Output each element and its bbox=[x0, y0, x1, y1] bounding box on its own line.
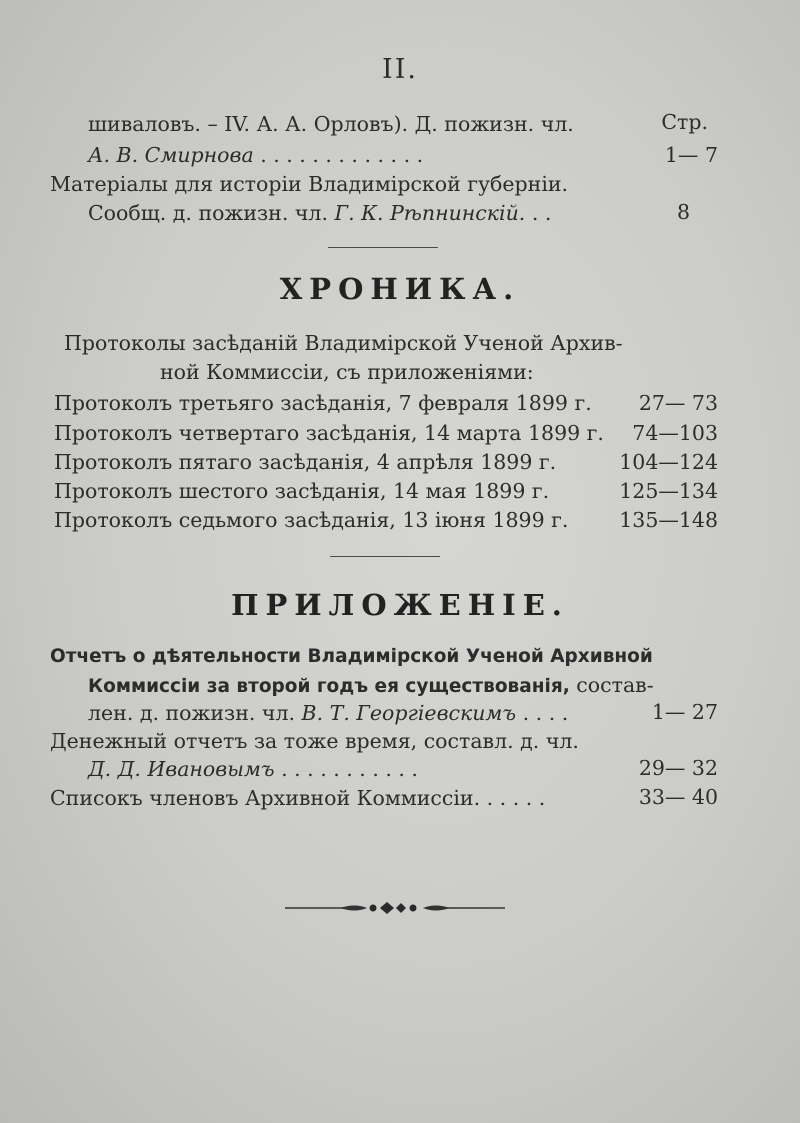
members-title: Списокъ членовъ Архивной Коммиссіи. bbox=[50, 786, 481, 810]
toc-line-repninsky bbox=[88, 201, 551, 225]
protocol-entry: Протоколъ седьмого засѣданія, 13 іюня 1899 г. bbox=[54, 508, 569, 532]
author-name: А. В. Смирнова bbox=[88, 143, 254, 167]
section-heading-appendix: ПРИЛОЖЕНІЕ. bbox=[231, 588, 569, 622]
toc-line-materials: Матеріалы для исторіи Владимірской губерніи. bbox=[50, 172, 569, 196]
money-author-line bbox=[88, 757, 418, 781]
line-prefix: Сообщ. д. пожизн. чл. bbox=[88, 201, 328, 225]
section-divider bbox=[328, 247, 438, 248]
page-range: 8 bbox=[676, 200, 690, 224]
page-range: 29— 32 bbox=[638, 756, 718, 780]
protocol-entry: Протоколъ шестого засѣданія, 14 мая 1899 г. bbox=[54, 479, 550, 503]
report-author-line bbox=[88, 701, 568, 725]
page-range: 135—148 bbox=[619, 508, 718, 532]
page-range: 125—134 bbox=[619, 479, 718, 503]
members-list-line bbox=[50, 786, 545, 810]
leader-dots: . . . . . . . . . . . . . bbox=[260, 143, 424, 167]
protocol-entry: Протоколъ четвертаго засѣданія, 14 марта 1899 г. bbox=[54, 421, 604, 445]
leader-dots: . . bbox=[531, 201, 552, 225]
leader-dots: . . . . . bbox=[486, 786, 546, 810]
page-range: 104—124 bbox=[619, 450, 718, 474]
report-title-bold: Коммиссіи за второй годъ ея существованія, bbox=[88, 676, 570, 697]
toc-line-smirnov bbox=[88, 143, 423, 167]
leader-dots: . . . . bbox=[522, 701, 569, 725]
page-range: 74—103 bbox=[632, 421, 718, 445]
protocol-entry: Протоколъ третьяго засѣданія, 7 февраля 1899 г. bbox=[54, 391, 592, 415]
section-heading-chronicle: ХРОНИКА. bbox=[279, 272, 521, 306]
report-title-line: Отчетъ о дѣятельности Владимірской Ученой Архивной bbox=[50, 646, 653, 667]
report-title-rest: состав- bbox=[576, 673, 654, 697]
page-range: 1— 7 bbox=[664, 143, 718, 167]
leader-dots: . . . . . . . . . . . bbox=[281, 757, 418, 781]
author-name: Г. К. Рѣпнинскій. bbox=[334, 201, 526, 225]
author-name: В. Т. Георгіевскимъ bbox=[301, 701, 517, 725]
line-prefix: лен. д. пожизн. чл. bbox=[88, 701, 296, 725]
money-report-line: Денежный отчетъ за тоже время, составл. д. чл. bbox=[50, 729, 579, 753]
page-range: 27— 73 bbox=[638, 391, 718, 415]
page-range: 33— 40 bbox=[638, 785, 718, 809]
pages-column-header: Стр. bbox=[661, 110, 708, 134]
chronicle-intro-line: Протоколы засѣданій Владимірской Ученой Архив- bbox=[64, 331, 623, 355]
page-range: 1— 27 bbox=[651, 700, 718, 724]
ornament-divider-icon bbox=[285, 897, 505, 919]
protocol-entry: Протоколъ пятаго засѣданія, 4 апрѣля 1899 г. bbox=[54, 450, 557, 474]
page-number: II. bbox=[382, 54, 418, 85]
report-title-line bbox=[88, 673, 654, 697]
author-name: Д. Д. Ивановымъ bbox=[88, 757, 275, 781]
section-divider bbox=[330, 556, 440, 557]
chronicle-intro-line: ной Коммиссіи, съ приложеніями: bbox=[160, 360, 534, 384]
toc-line-continuation: шиваловъ. – IV. А. А. Орловъ). Д. пожизн. чл. bbox=[88, 112, 574, 136]
